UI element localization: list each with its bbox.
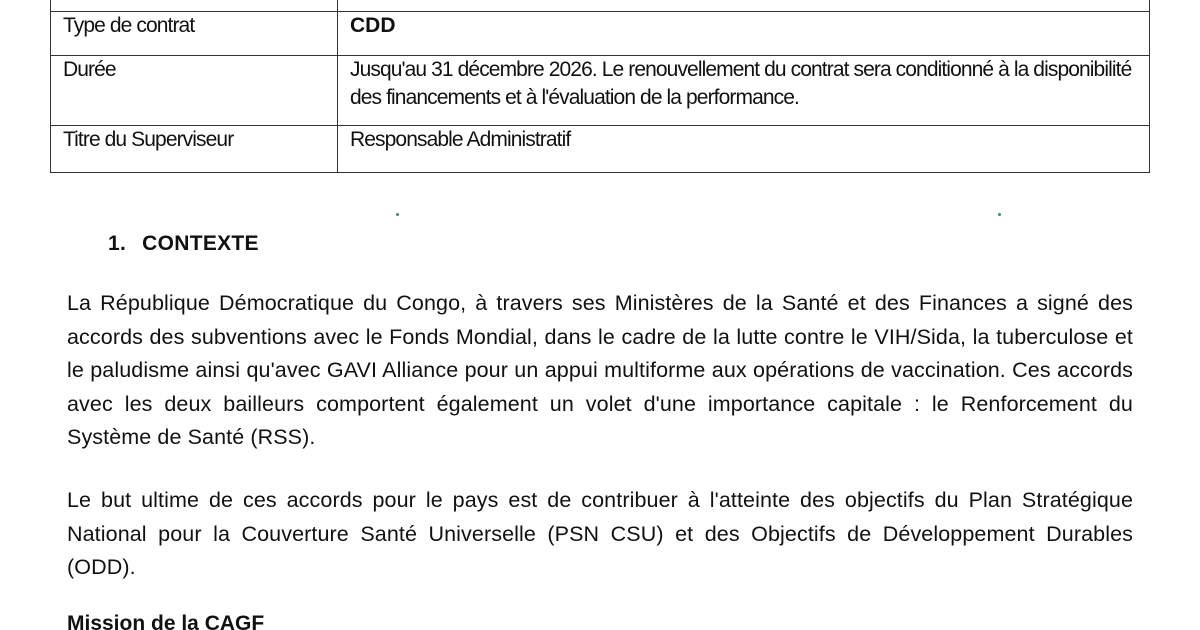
paragraph-context: La République Démocratique du Congo, à travers ses Ministères de la Santé et des Finances a signé des accords des subventions avec le Fonds Mondial, dans le cadre de la lutte contre le VIH/Sida, la tuberculose et le paludisme ainsi qu'avec GAVI Alliance pour un appui multiforme aux opérations de vaccination. Ces accords avec les deux bailleurs comportent également un volet d'une importance capitale : le Renforcement du Système de Santé (RSS). bbox=[67, 291, 1133, 449]
table-cell-empty bbox=[338, 0, 1150, 12]
table-value-duration: Jusqu'au 31 décembre 2026. Le renouvellement du contrat sera conditionné à la disponibilité des financements et à l'évaluation de la performance. bbox=[338, 56, 1150, 126]
table-value-supervisor: Responsable Administratif bbox=[338, 126, 1150, 173]
table-label-duration: Durée bbox=[51, 56, 338, 126]
table-label-supervisor: Titre du Superviseur bbox=[51, 126, 338, 173]
subheading-mission: Mission de la CAGF bbox=[67, 612, 265, 630]
table-cell-empty bbox=[51, 0, 338, 12]
table-row-top-edge bbox=[51, 0, 1150, 12]
section-heading bbox=[108, 232, 259, 256]
scan-speck bbox=[396, 213, 399, 216]
section-number: 1. bbox=[108, 232, 127, 255]
contract-info-table bbox=[50, 0, 1150, 173]
section-title: CONTEXTE bbox=[142, 232, 259, 255]
scan-speck bbox=[998, 213, 1001, 216]
table-row bbox=[51, 126, 1150, 173]
table-label-contract-type: Type de contrat bbox=[51, 12, 338, 56]
table-value-contract-type: CDD bbox=[338, 12, 1150, 56]
table-row bbox=[51, 56, 1150, 126]
paragraph-goal: Le but ultime de ces accords pour le pays est de contribuer à l'atteinte des objectifs du Plan Stratégique National pour la Couverture Santé Universelle (PSN CSU) et des Objectifs de Développement Durables (ODD). bbox=[67, 488, 1133, 579]
table-row bbox=[51, 12, 1150, 56]
